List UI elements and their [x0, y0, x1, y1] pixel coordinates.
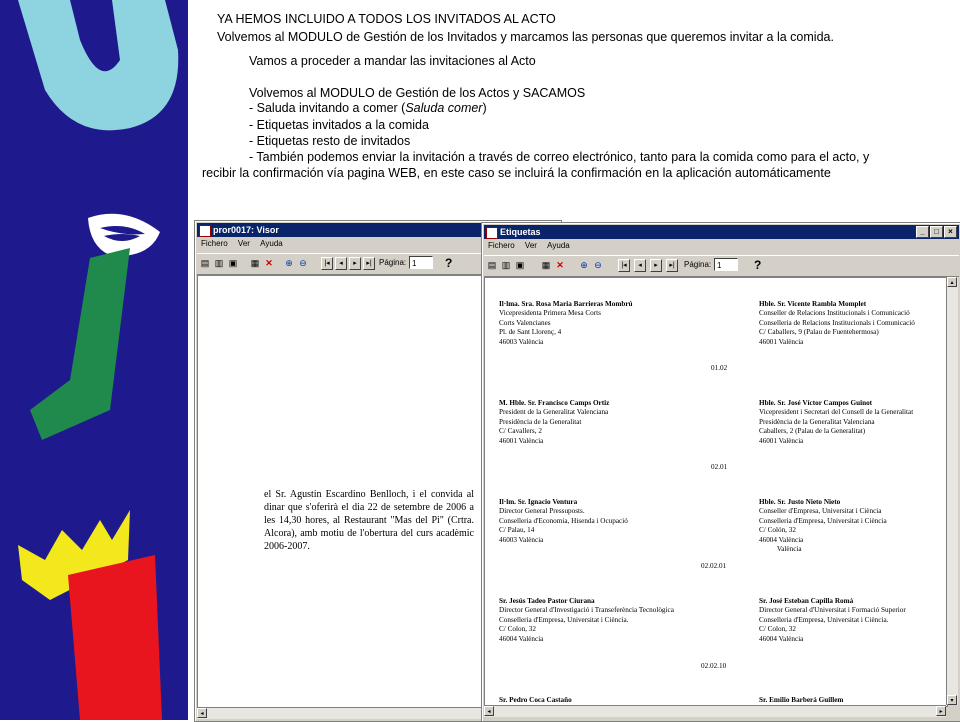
label-line: C/ Colon, 32 [759, 625, 796, 634]
label-name: Il·lma. Sra. Rosa Maria Barrieras Mombrú [499, 300, 633, 308]
label-line: 46004 València [759, 634, 804, 643]
logo-letter-i [68, 555, 162, 720]
window-app-icon [199, 225, 211, 237]
address-label [759, 300, 915, 347]
label-line: C/ Cavallers, 2 [499, 427, 542, 436]
window-app-icon [486, 227, 498, 239]
bullet-1-suffix: ) [482, 101, 487, 115]
label-name: M. Hble. Sr. Francisco Camps Ortiz [499, 399, 610, 407]
scroll-right-icon[interactable]: ▸ [936, 706, 946, 716]
label-code: 02.02.01 [701, 562, 727, 570]
close-icon[interactable]: ✕ [556, 260, 564, 270]
page-label: Página: [379, 258, 407, 267]
menu-fichero[interactable]: Fichero [201, 239, 228, 248]
zoom-in-icon[interactable]: ⊕ [580, 260, 588, 270]
address-label [499, 597, 674, 644]
next-page-button[interactable]: ▸ [349, 257, 361, 270]
label-name: Sr. Emilio Barberá Guillem [759, 696, 844, 704]
label-line: València [759, 545, 802, 554]
help-icon[interactable]: ? [754, 258, 762, 272]
slide-heading: YA HEMOS INCLUIDO A TODOS LOS INVITADOS AL ACTO [217, 12, 556, 26]
zoom-out-icon[interactable]: ⊖ [299, 258, 307, 268]
label-name: Sr. Pedro Coca Castaño [499, 696, 572, 704]
label-line: Conselleria d'Empresa, Universitat i Ciència [759, 516, 887, 525]
close-window-button[interactable]: × [944, 226, 957, 238]
logo-letter-j [30, 248, 130, 440]
label-line: Conseller d'Empresa, Universitat i Ciència [759, 507, 882, 516]
menu-ver[interactable]: Ver [524, 241, 537, 250]
etiquetas-toolbar [484, 255, 959, 277]
slide-line-4: Volvemos al MODULO de Gestión de los Actos y SACAMOS [249, 86, 586, 100]
close-icon[interactable]: ✕ [265, 258, 273, 268]
maximize-button[interactable]: □ [930, 226, 943, 238]
print-icon[interactable]: ▤ [200, 258, 210, 268]
export-icon[interactable]: ▥ [501, 260, 511, 270]
prev-page-button[interactable]: ◂ [634, 259, 646, 272]
label-line: 46001 València [759, 436, 804, 445]
label-line: 46003 València [499, 337, 544, 346]
save-icon[interactable]: ▣ [228, 258, 238, 268]
page-label: Página: [684, 260, 712, 269]
help-icon[interactable]: ? [445, 256, 453, 270]
label-line: Conselleria d'Empresa, Universitat i Ciència. [499, 615, 629, 624]
menu-ver[interactable]: Ver [237, 239, 250, 248]
label-line: Director General d'Universitat i Formació Superior [759, 606, 906, 615]
label-name: Hble. Sr. José Víctor Campos Guinot [759, 399, 873, 407]
print-icon[interactable]: ▤ [487, 260, 497, 270]
scroll-up-icon[interactable]: ▴ [947, 277, 957, 287]
minimize-button[interactable]: _ [916, 226, 929, 238]
page-number-input[interactable]: 1 [714, 258, 738, 271]
visor-title: pror0017: Visor [213, 225, 279, 235]
invitation-letter-text: el Sr. Agustín Escardino Benlloch, i el convida al dinar que s'oferirà el dia 22 de setembre de 2006 a les 14,30 hores, al Restaurant "Mas del Pi" (Crtra. Alcora), amb motiu de l'obertura del curs acadèmic 2006-2007. [264, 489, 474, 552]
scroll-left-icon[interactable]: ◂ [484, 706, 494, 716]
label-code: 02.01 [711, 463, 728, 471]
etiquetas-horizontal-scrollbar[interactable] [484, 705, 946, 717]
label-name: Hble. Sr. Vicente Rambla Momplet [759, 300, 867, 308]
export-icon[interactable]: ▥ [214, 258, 224, 268]
label-name: Sr. José Esteban Capilla Romá [759, 597, 854, 605]
label-line: Presidència de la Generalitat [499, 417, 582, 426]
label-line: 46003 València [499, 535, 544, 544]
next-page-button[interactable]: ▸ [650, 259, 662, 272]
label-line: C/ Colón, 32 [759, 526, 796, 535]
label-line: Director General Pressuposts. [499, 507, 585, 516]
label-line: C/ Colon, 32 [499, 625, 536, 634]
scroll-down-icon[interactable]: ▾ [947, 695, 957, 705]
bullet-1-prefix: - Saluda invitando a comer ( [249, 101, 406, 115]
logo-letter-u [18, 0, 178, 130]
etiquetas-title: Etiquetas [500, 227, 541, 237]
zoom-in-icon[interactable]: ⊕ [285, 258, 293, 268]
slide-line-2: Volvemos al MODULO de Gestión de los Invitados y marcamos las personas que queremos invitar a la comida. [217, 30, 834, 44]
address-label [499, 300, 633, 347]
label-name: Il·lm. Sr. Ignacio Ventura [499, 498, 578, 506]
label-line: C/ Caballers, 9 (Palau de Fuentehermosa) [759, 328, 879, 337]
menu-ayuda[interactable]: Ayuda [547, 241, 570, 250]
slide-line-last: recibir la confirmación vía pagina WEB, en este caso se incluirá la confirmación en la aplicación automáticamente [202, 166, 831, 180]
label-line: Caballers, 2 (Palau de la Generalitat) [759, 427, 866, 436]
label-line: 46001 València [499, 436, 544, 445]
label-line: Vicepresidenta Primera Mesa Corts [499, 309, 601, 318]
label-line: Conselleria d'Economia, Hisenda i Ocupació [499, 516, 628, 525]
label-line: 46004 València [759, 535, 804, 544]
address-label [759, 597, 906, 644]
uji-logo-graphic [0, 0, 188, 720]
label-code: 02.02.10 [701, 662, 727, 670]
label-line: Corts Valencianes [499, 318, 551, 327]
etiquetas-document-area [484, 277, 948, 707]
label-line: President de la Generalitat Valenciana [499, 408, 609, 417]
bullet-1-italic: Saluda comer [405, 101, 483, 115]
image-icon[interactable]: ▦ [541, 260, 551, 270]
first-page-button[interactable]: |◂ [321, 257, 333, 270]
slide-bullet-1 [249, 101, 487, 116]
image-icon[interactable]: ▦ [250, 258, 260, 268]
etiquetas-titlebar[interactable] [484, 225, 959, 239]
etiquetas-vertical-scrollbar[interactable] [946, 277, 958, 705]
address-label [759, 498, 887, 554]
address-label [499, 498, 628, 545]
slide-bullet-3: - Etiquetas resto de invitados [249, 134, 411, 148]
label-line: Presidència de la Generalitat Valenciana [759, 417, 875, 426]
label-line: 46001 València [759, 337, 804, 346]
label-line: 46004 València [499, 634, 544, 643]
address-label [499, 696, 572, 705]
label-name: Hble. Sr. Justo Nieto Nieto [759, 498, 841, 506]
etiquetas-window [481, 222, 960, 722]
etiquetas-menubar [484, 241, 959, 253]
address-label [759, 399, 913, 446]
menu-ayuda[interactable]: Ayuda [260, 239, 283, 248]
label-line: C/ Palau, 14 [499, 526, 535, 535]
label-line: Conseller de Relacions Institucionals i Comunicació [759, 309, 910, 318]
address-label [759, 696, 843, 705]
slide-bullet-4: - También podemos enviar la invitación a través de correo electrónico, tanto para la comida como para el acto, y [249, 150, 870, 164]
first-page-button[interactable]: |◂ [618, 259, 630, 272]
slide-line-3: Vamos a proceder a mandar las invitaciones al Acto [249, 54, 536, 68]
last-page-button[interactable]: ▸| [666, 259, 678, 272]
decorative-sidebar [0, 0, 188, 720]
page-number-input[interactable]: 1 [409, 256, 433, 269]
save-icon[interactable]: ▣ [515, 260, 525, 270]
label-line: Pl. de Sant Llorenç, 4 [499, 328, 562, 337]
label-line: Conselleria de Relacions Institucionals i Comunicació [759, 318, 915, 327]
scroll-left-icon[interactable]: ◂ [197, 708, 207, 718]
label-line: Conselleria d'Empresa, Universitat i Ciència. [759, 615, 889, 624]
prev-page-button[interactable]: ◂ [335, 257, 347, 270]
last-page-button[interactable]: ▸| [363, 257, 375, 270]
menu-fichero[interactable]: Fichero [488, 241, 515, 250]
zoom-out-icon[interactable]: ⊖ [594, 260, 602, 270]
address-label [499, 399, 609, 446]
label-code: 01.02 [711, 364, 728, 372]
label-line: Vicepresident i Secretari del Consell de la Generalitat [759, 408, 914, 417]
slide-bullet-2: - Etiquetas invitados a la comida [249, 118, 429, 132]
label-line: Director General d'Investigació i Transeferència Tecnològica [499, 606, 674, 615]
label-name: Sr. Jesús Tadeo Pastor Ciurana [499, 597, 595, 605]
